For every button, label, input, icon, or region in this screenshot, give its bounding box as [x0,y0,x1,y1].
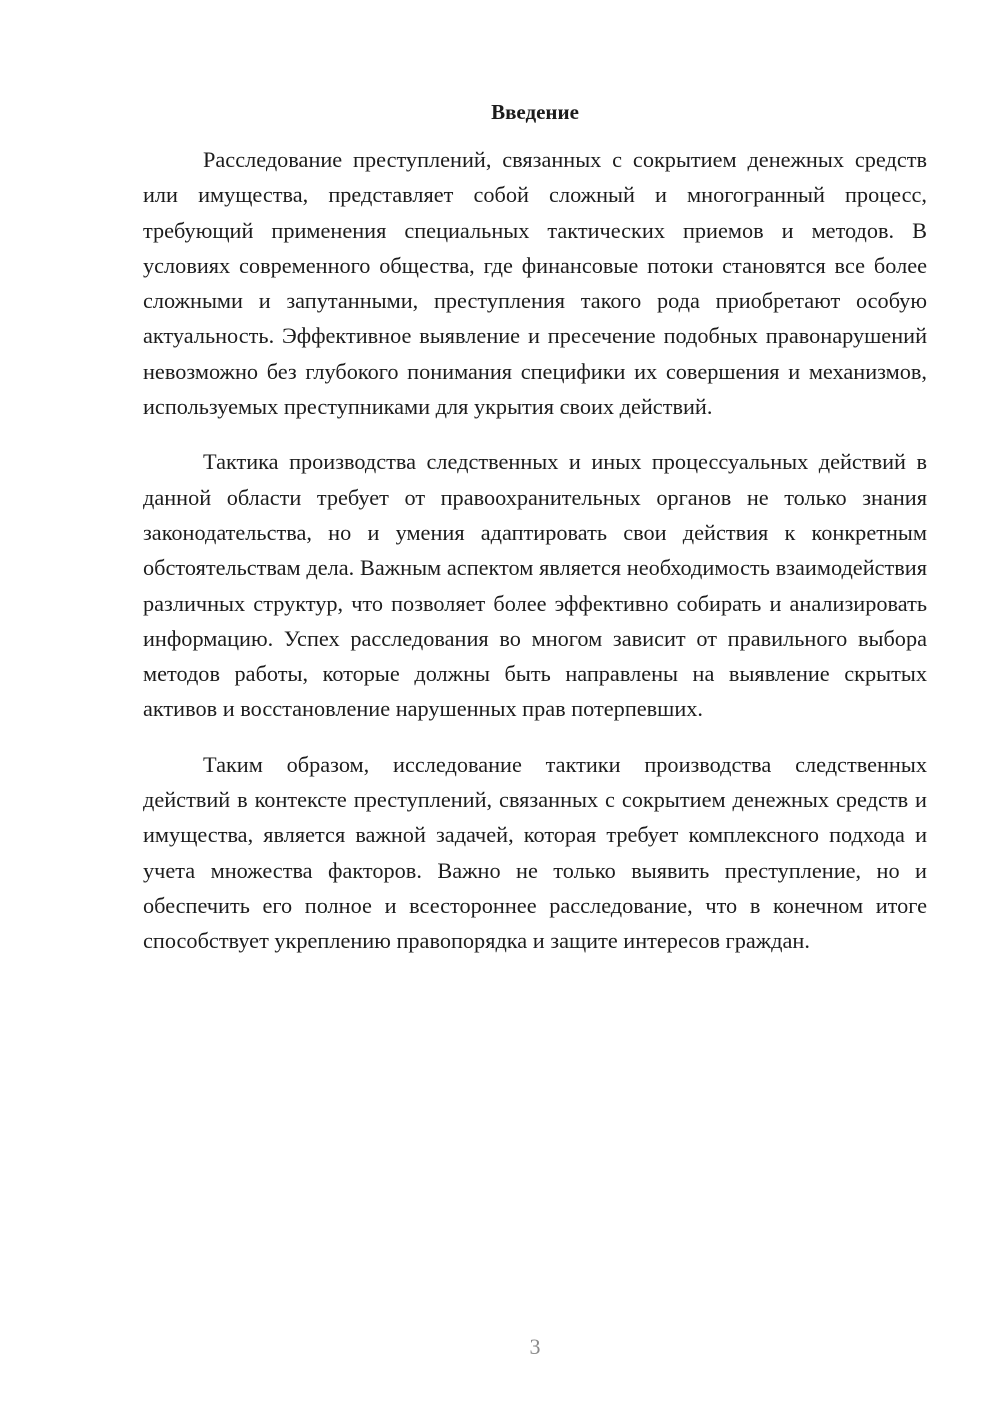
document-body [143,142,927,979]
paragraph-1: Расследование преступлений, связанных с сокрытием денежных средств или имущества, представляет собой сложный и многогранный процесс, требующий применения специальных тактических приемов и методов. В условиях современного общества, где финансовые потоки становятся все более сложными и запутанными, преступления такого рода приобретают особую актуальность. Эффективное выявление и пресечение подобных правонарушений невозможно без глубокого понимания специфики их совершения и механизмов, используемых преступниками для укрытия своих действий. [143,147,927,420]
paragraph-2: Тактика производства следственных и иных процессуальных действий в данной области требует от правоохранительных органов не только знания законодательства, но и умения адаптировать свои действия к конкретным обстоятельствам дела. Важным аспектом является необходимость взаимодействия различных структур, что позволяет более эффективно собирать и анализировать информацию. Успех расследования во многом зависит от правильного выбора методов работы, которые должны быть направлены на выявление скрытых активов и восстановление нарушенных прав потерпевших. [143,449,927,722]
page-title: Введение [491,100,579,124]
paragraph-3: Таким образом, исследование тактики производства следственных действий в контексте преступлений, связанных с сокрытием денежных средств и имущества, является важной задачей, которая требует комплексного подхода и учета множества факторов. Важно не только выявить преступление, но и обеспечить его полное и всестороннее расследование, что в конечном итоге способствует укреплению правопорядка и защите интересов граждан. [143,751,927,954]
page-number: 3 [529,1334,541,1359]
